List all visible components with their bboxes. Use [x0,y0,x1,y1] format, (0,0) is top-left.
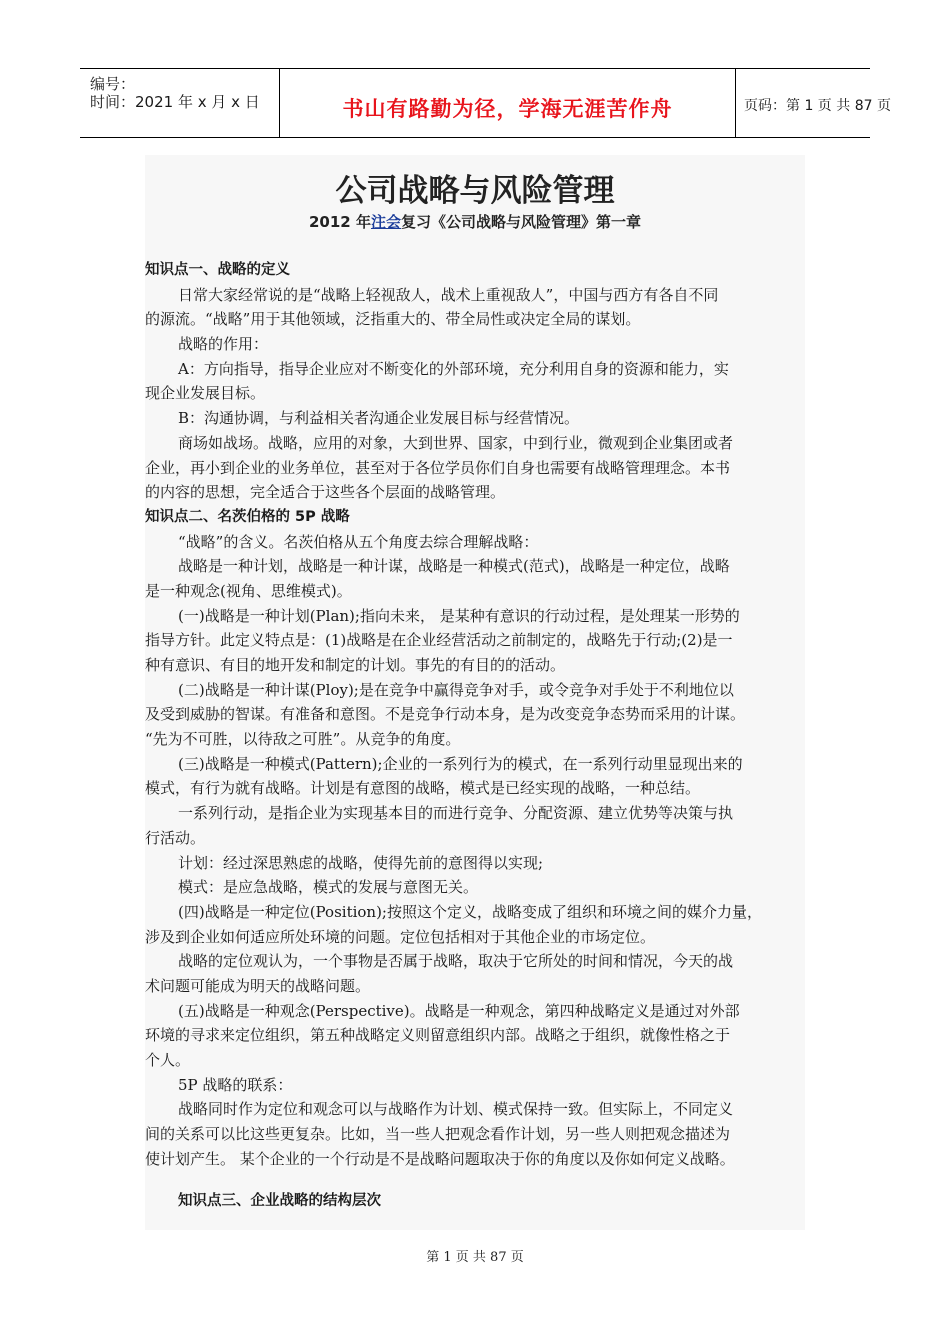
paragraph-line: (一)战略是一种计划(Plan);指向未来， 是某种有意识的行动过程，是处理某一形势的 [178,606,740,625]
number-label: 编号： [90,75,136,93]
paragraph-line: (四)战略是一种定位(Position);按照这个定义，战略变成了组织和环境之间的媒介力量， [178,902,762,921]
paragraph-line: 的源流。“战略”用于其他领域，泛指重大的、带全局性或决定全局的谋划。 [145,310,641,329]
paragraph-line: 环境的寻求来定位组织，第五种战略定义则留意组织内部。战略之于组织，就像性格之于 [145,1026,731,1045]
paragraph-line: (二)战略是一种计谋(Ploy);是在竞争中赢得竞争对手，或令竞争对手处于不利地位以 [178,680,734,699]
paragraph-line: B：沟通协调，与利益相关者沟通企业发展目标与经营情况。 [178,409,580,428]
paragraph-line: 模式，有行为就有战略。计划是有意图的战略，模式是已经实现的战略，一种总结。 [145,779,701,798]
paragraph-line: 日常大家经常说的是“战略上轻视敌人，战术上重视敌人”，中国与西方有各自不同 [178,285,719,304]
paragraph-line: 模式：是应急战略，模式的发展与意图无关。 [178,878,479,897]
heading-3: 知识点三、企业战略的结构层次 [178,1193,381,1210]
paragraph-line: 商场如战场。战略，应用的对象，大到世界、国家，中到行业，微观到企业集团或者 [178,433,734,452]
paragraph-line: “先为不可胜，以待敌之可胜”。从竞争的角度。 [145,730,461,749]
heading-2: 知识点二、名茨伯格的 5P 战略 [145,508,350,525]
document-subtitle [145,211,805,232]
header-info-cell [80,69,280,137]
body-lines [145,258,805,1214]
paragraph-line: 种有意识、有目的地开发和制定的计划。事先的有目的的活动。 [145,656,566,674]
paragraph-line: 使计划产生。 某个企业的一个行动是不是战略问题取决于你的角度以及你如何定义战略。 [145,1149,735,1168]
paragraph-line: 涉及到企业如何适应所处环境的问题。定位包括相对于其他企业的市场定位。 [145,927,656,946]
paragraph-line: 的内容的思想，完全适合于这些各个层面的战略管理。 [145,483,506,502]
paragraph-line: 术问题可能成为明天的战略问题。 [145,976,371,995]
page-footer: 第 1 页 共 87 页 [426,1250,524,1265]
paragraph-line: A：方向指导，指导企业应对不断变化的外部环境，充分利用自身的资源和能力，实 [178,359,729,378]
header-page-cell [736,69,891,137]
subtitle-rest: 复习《公司战略与风险管理》第一章 [400,213,641,231]
paragraph-line: (三)战略是一种模式(Pattern);企业的一系列行为的模式，在一系列行动里显现出来的 [178,754,743,773]
paragraph-line: 计划：经过深思熟虑的战略，使得先前的意图得以实现; [178,853,544,872]
paragraph-line: “战略”的含义。名茨伯格从五个角度去综合理解战略： [178,532,539,551]
spacer [145,1171,805,1189]
document-body [145,155,805,1230]
paragraph-line: (五)战略是一种观念(Perspective)。战略是一种观念，第四种战略定义是通过对外部 [178,1001,740,1020]
paragraph-line: 战略的定位观认为，一个事物是否属于战略，取决于它所处的时间和情况，今天的战 [178,952,734,971]
paragraph-line: 是一种观念(视角、思维模式)。 [145,581,352,600]
paragraph-line: 行活动。 [145,828,206,847]
header-motto-cell [280,69,736,137]
subtitle-link[interactable]: 注会 [370,213,401,231]
paragraph-line: 个人。 [145,1051,191,1069]
page-info: 页码：第 1 页 共 87 页 [744,98,891,114]
paragraph-line: 战略是一种计划，战略是一种计谋，战略是一种模式(范式)，战略是一种定位，战略 [178,557,730,576]
date-label: 时间：2021 年 x 月 x 日 [90,93,260,111]
paragraph-line: 间的关系可以比这些更复杂。比如，当一些人把观念看作计划，另一些人则把观念描述为 [145,1125,731,1144]
paragraph-line: 企业，再小到企业的业务单位，甚至对于各位学员你们自身也需要有战略管理理念。本书 [145,458,731,477]
paragraph-line: 战略同时作为定位和观念可以与战略作为计划、模式保持一致。但实际上，不同定义 [178,1100,734,1119]
document-title: 公司战略与风险管理 [335,173,615,209]
heading-1: 知识点一、战略的定义 [145,262,290,278]
paragraph-line: 指导方针。此定义特点是：(1)战略是在企业经营活动之前制定的，战略先于行动;(2)是一 [145,631,733,650]
paragraph-line: 现企业发展目标。 [145,384,266,403]
paragraph-line: 一系列行动，是指企业为实现基本目的而进行竞争、分配资源、建立优势等决策与执 [178,804,734,823]
paragraph-line: 战略的作用： [178,335,269,354]
page-header [80,68,891,138]
motto: 书山有路勤为径，学海无涯苦作舟 [342,96,673,121]
paragraph-line: 5P 战略的联系： [178,1075,293,1094]
paragraph-line: 及受到威胁的智谋。有准备和意图。不是竞争行动本身，是为改变竞争态势而采用的计谋。 [145,705,746,724]
subtitle-year: 2012 年 [308,213,371,231]
